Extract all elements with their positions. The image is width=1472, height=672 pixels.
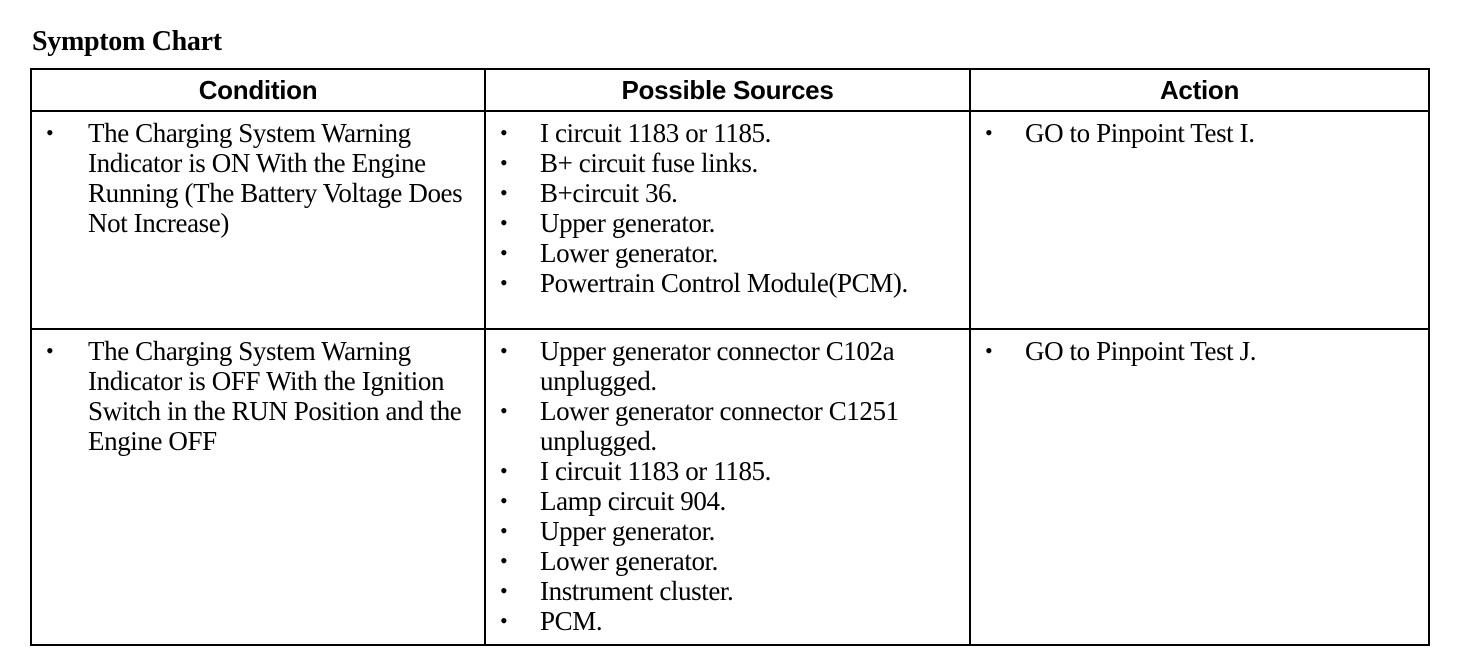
condition-cell: [31, 329, 485, 645]
bullet-icon: •: [500, 458, 508, 483]
action-item: • GO to Pinpoint Test J.: [985, 336, 1257, 366]
bullet-icon: •: [500, 270, 508, 295]
action-item: • GO to Pinpoint Test I.: [985, 118, 1255, 148]
bullet-icon: •: [500, 548, 508, 573]
bullet-icon: •: [500, 608, 508, 633]
action-header: Action: [970, 69, 1429, 111]
sources-cell: [485, 329, 970, 645]
bullet-icon: •: [500, 398, 508, 423]
condition-header: Condition: [31, 69, 485, 111]
source-item: • Lower generator.: [500, 238, 719, 268]
bullet-icon: •: [500, 120, 508, 145]
source-item: • B+ circuit fuse links.: [500, 148, 758, 178]
table-row: [31, 329, 1429, 645]
source-item: • Upper generator.: [500, 516, 716, 546]
source-item: • Instrument cluster.: [500, 576, 734, 606]
header-row: [31, 69, 1429, 111]
bullet-icon: •: [500, 150, 508, 175]
bullet-icon: •: [500, 240, 508, 265]
bullet-icon: •: [985, 120, 993, 145]
action-cell: [970, 111, 1429, 329]
source-item: • Lower generator connector C1251 unplugged.: [500, 396, 899, 456]
possible-sources-header: Possible Sources: [485, 69, 970, 111]
bullet-icon: •: [500, 518, 508, 543]
source-item: • Lamp circuit 904.: [500, 486, 726, 516]
page-title: Symptom Chart: [32, 26, 222, 57]
condition-cell: [31, 111, 485, 329]
bullet-icon: •: [46, 338, 54, 363]
symptom-table: [30, 68, 1430, 646]
source-item: • B+circuit 36.: [500, 178, 678, 208]
source-item: • PCM.: [500, 606, 603, 636]
bullet-icon: •: [500, 180, 508, 205]
action-cell: [970, 329, 1429, 645]
source-item: • I circuit 1183 or 1185.: [500, 118, 771, 148]
sources-cell: [485, 111, 970, 329]
source-item: • Upper generator.: [500, 208, 716, 238]
table-row: [31, 111, 1429, 329]
bullet-icon: •: [500, 488, 508, 513]
condition-item: • The Charging System Warning Indicator is ON With the Engine Running (The Battery Voltage Does Not Increase): [46, 118, 463, 238]
bullet-icon: •: [985, 338, 993, 363]
bullet-icon: •: [500, 338, 508, 363]
condition-item: • The Charging System Warning Indicator is OFF With the Ignition Switch in the RUN Position and the Engine OFF: [46, 336, 462, 456]
bullet-icon: •: [500, 210, 508, 235]
source-item: • Powertrain Control Module(PCM).: [500, 268, 908, 298]
source-item: • Lower generator.: [500, 546, 719, 576]
bullet-icon: •: [500, 578, 508, 603]
source-item: • I circuit 1183 or 1185.: [500, 456, 771, 486]
bullet-icon: •: [46, 120, 54, 145]
source-item: • Upper generator connector C102a unplugged.: [500, 336, 895, 396]
